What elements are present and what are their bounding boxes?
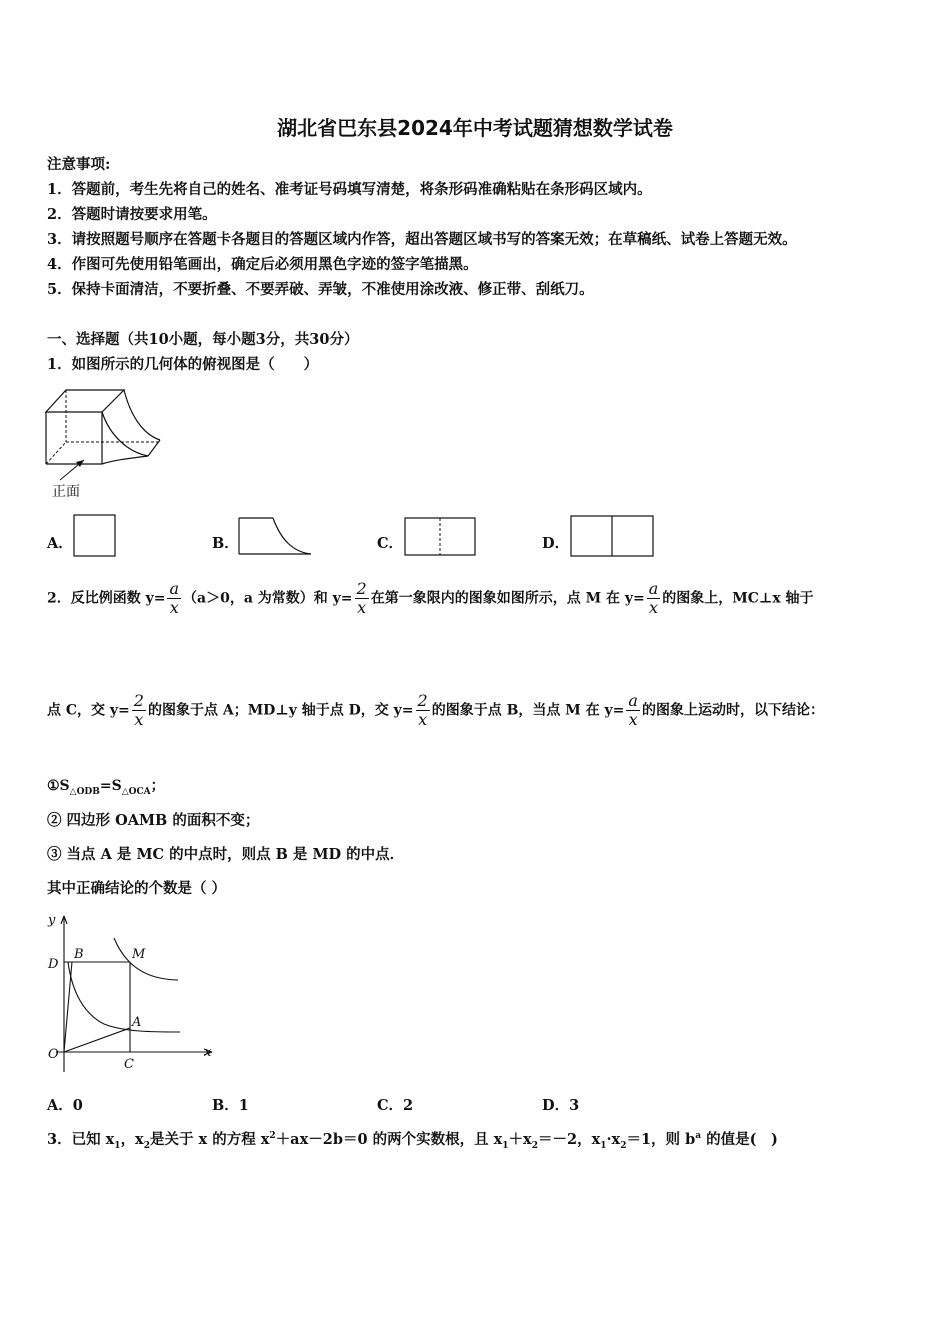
q2-option-b[interactable]: B．1 <box>212 1097 249 1114</box>
q1-option-a[interactable]: A． <box>47 535 73 552</box>
notice-item: 2．答题时请按要求用笔。 <box>47 206 217 223</box>
curve-a-over-x <box>114 938 178 980</box>
q2-option-a[interactable]: A．0 <box>47 1097 83 1114</box>
q1-option-b-figure <box>237 516 313 558</box>
q1-option-c[interactable]: C． <box>377 535 404 552</box>
q2-option-d[interactable]: D．3 <box>542 1097 580 1114</box>
q2-option-c[interactable]: C．2 <box>377 1097 414 1114</box>
q1-solid-figure <box>44 384 169 502</box>
svg-text:O: O <box>48 1047 59 1062</box>
question-1-stem: 1．如图所示的几何体的俯视图是（ ） <box>47 356 319 373</box>
notice-heading: 注意事项: <box>47 156 111 173</box>
conclusion-2: ② 四边形 OAMB 的面积不变； <box>47 812 260 829</box>
fraction-a-over-x: $\frac{a}{x}$ <box>648 579 659 617</box>
q1-option-d[interactable]: D． <box>542 535 570 552</box>
svg-text:x: x <box>204 1045 212 1060</box>
q1-option-a-figure <box>73 514 117 558</box>
notice-item: 5．保持卡面清洁，不要折叠、不要弄破、弄皱，不准使用涂改液、修正带、刮纸刀。 <box>47 281 594 298</box>
question-3-stem: 3．已知 $x_1$，$x_2$是关于 x 的方程 $x^2+ax-2b=0$ 的两个实数根，且 $x_1+x_2=-2$，$x_1\cdot x_2=1$，则 $b^a$ 的值是( ) <box>47 1131 778 1151</box>
fraction-2-over-x: $\frac{2}{x}$ <box>417 691 428 729</box>
q1-option-d-figure <box>569 514 655 558</box>
notice-item: 4．作图可先使用铅笔画出，确定后必须用黑色字迹的签字笔描黑。 <box>47 256 478 273</box>
q2-graph <box>44 910 220 1076</box>
notice-item: 3．请按照题号顺序在答题卡各题目的答题区域内作答，超出答题区域书写的答案无效；在草稿纸、试卷上答题无效。 <box>47 231 797 248</box>
segment-OA <box>64 1028 130 1052</box>
section-heading: 一、选择题（共10小题，每小题3分，共30分） <box>47 331 359 348</box>
question-2-ask: 其中正确结论的个数是（ ） <box>47 880 227 897</box>
conclusion-1: $①S_{\triangle ODB}=S_{\triangle OCA}$； <box>47 778 165 797</box>
svg-text:y: y <box>48 913 56 928</box>
fraction-a-over-x: $\frac{a}{x}$ <box>628 691 638 729</box>
fraction-a-over-x: $\frac{a}{x}$ <box>169 579 180 617</box>
svg-text:C: C <box>124 1057 134 1072</box>
svg-text:D: D <box>48 957 59 972</box>
notice-item: 1．答题前，考生先将自己的姓名、准考证号码填写清楚，将条形码准确粘贴在条形码区域内。 <box>47 181 652 198</box>
q1-option-b[interactable]: B． <box>212 535 239 552</box>
page-title: 湖北省巴东县2024年中考试题猜想数学试卷 <box>277 116 673 140</box>
question-2-line-1: 2．反比例函数 y= $\frac{a}{x}$ （a＞0，a 为常数）和 y= $\frac{2}{x}$ 在第一象限内的图象如图所示，点 M 在 y= $\frac{a}{x}$ 的图象上，MC⊥x 轴于 <box>47 579 814 617</box>
q1-option-c-figure <box>403 516 477 558</box>
segment-OB <box>64 962 72 1052</box>
conclusion-3: ③ 当点 A 是 MC 的中点时，则点 B 是 MD 的中点． <box>47 846 405 863</box>
question-2-line-2: 点 C，交 y= $\frac{2}{x}$ 的图象于点 A；MD⊥y 轴于点 D，交 y= $\frac{2}{x}$ 的图象于点 B，当点 M 在 y= $\frac{a}{x}$ 的图象上运动时，以下结论： <box>47 691 824 729</box>
front-label: 正面 <box>52 484 80 500</box>
fraction-2-over-x: $\frac{2}{x}$ <box>133 691 144 729</box>
svg-text:M: M <box>132 947 146 962</box>
curve-2-over-x <box>68 962 180 1032</box>
svg-text:B: B <box>74 947 84 962</box>
svg-text:A: A <box>132 1015 142 1030</box>
fraction-2-over-x: $\frac{2}{x}$ <box>356 579 367 617</box>
